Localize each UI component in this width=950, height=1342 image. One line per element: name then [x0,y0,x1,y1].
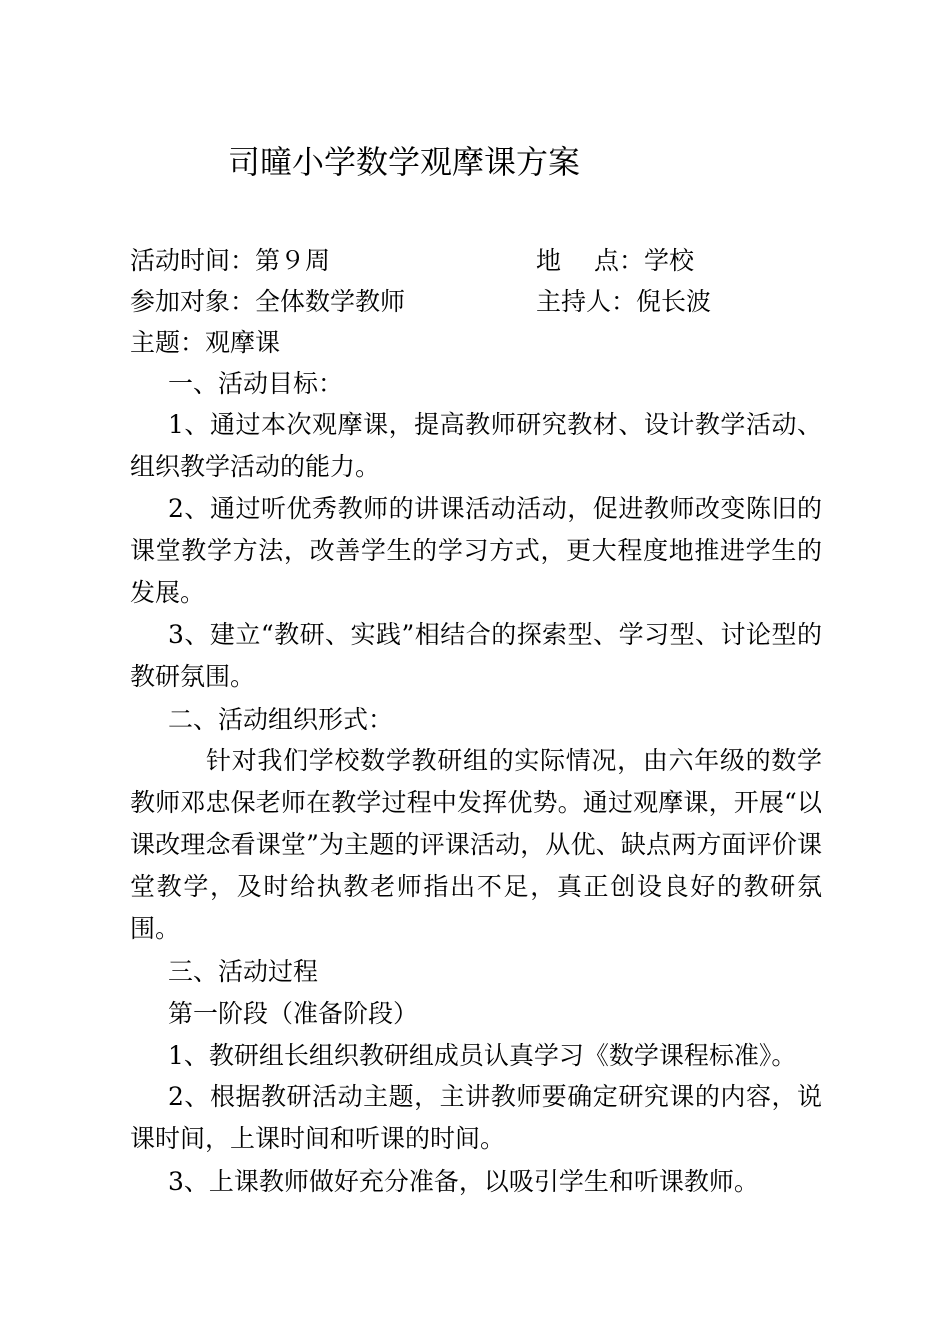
page-title: 司曈小学数学观摩课方案 [228,143,581,181]
participants: 参加对象：全体数学教师 [130,287,406,316]
section-2-paragraph-1: 针对我们学校数学教研组的实际情况，由六年级的数学教师邓忠保老师在教学过程中发挥优势。通过观摩课，开展“以课改理念看课堂”为主题的评课活动，从优、缺点两方面评价课堂教学，及时给执教老师指出不足，真正创设良好的教研氛围。 [130,746,822,943]
section-3-paragraph-1: 1、教研组长组织教研组成员认真学习《数学课程标准》。 [168,1041,797,1070]
section-3-paragraph-2: 2、根据教研活动主题，主讲教师要确定研究课的内容，说课时间，上课时间和听课的时间。 [130,1082,822,1153]
section-3-heading: 三、活动过程 [168,957,319,986]
host: 主持人：倪长波 [536,287,712,316]
section-2-heading: 二、活动组织形式： [168,705,394,734]
theme: 主题：观摩课 [130,328,281,357]
section-3-stage-1: 第一阶段（准备阶段） [168,999,419,1028]
section-3-paragraph-3: 3、上课教师做好充分准备，以吸引学生和听课教师。 [168,1167,759,1196]
section-1-paragraph-3: 3、建立“教研、实践”相结合的探索型、学习型、讨论型的教研氛围。 [130,620,822,691]
activity-place: 地 点：学校 [536,246,694,275]
section-1-paragraph-1: 1、通过本次观摩课，提高教师研究教材、设计教学活动、组织教学活动的能力。 [130,410,822,481]
activity-time: 活动时间：第９周 [130,246,331,275]
section-1-heading: 一、活动目标： [168,369,344,398]
section-1-paragraph-2: 2、通过听优秀教师的讲课活动活动，促进教师改变陈旧的课堂教学方法，改善学生的学习方式，更大程度地推进学生的发展。 [130,494,822,607]
